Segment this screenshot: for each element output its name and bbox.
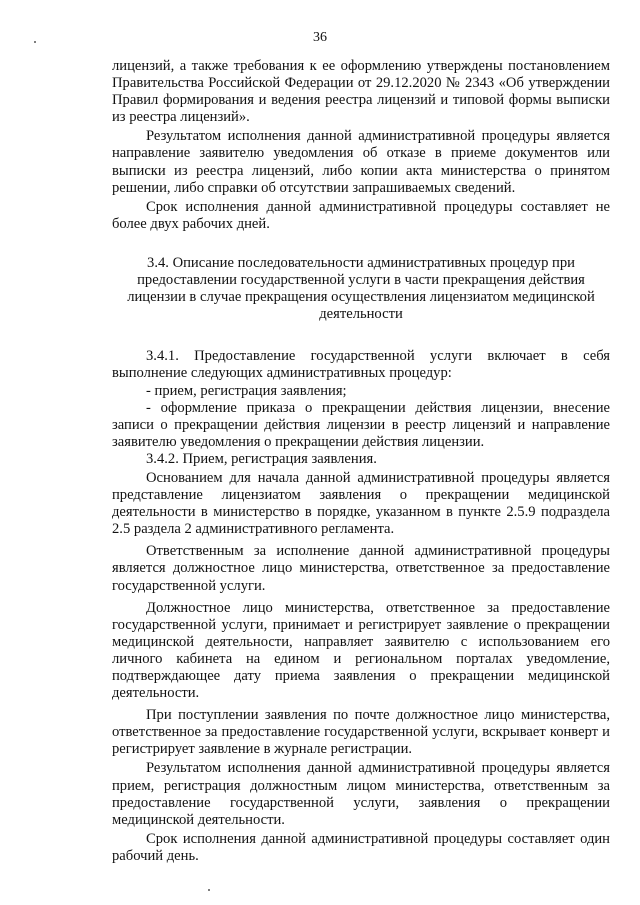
paragraph-result: Результатом исполнения данной административной процедуры является направление заявителю уведомления об отказе в приеме документов или выписки из реестра лицензий, либо копии акта министерства о принятом решении, либо справки об отсутствии запрашиваемых сведений. <box>112 128 610 196</box>
page-number: 36 <box>313 30 327 45</box>
list-item: - оформление приказа о прекращении действия лицензии, внесение записи о прекращении действия лицензии в реестр лицензий и направление заявителю уведомления о прекращении действия лицензии. <box>112 399 610 450</box>
section-heading-3-4: 3.4. Описание последовательности административных процедур при предоставлении государственной услуги в части прекращения действия лицензии в случае прекращения осуществления лицензиатом медицинской деятельности <box>127 254 595 323</box>
subsection-3-4-1: 3.4.1. Предоставление государственной услуги включает в себя выполнение следующих административных процедур: <box>112 348 610 382</box>
paragraph-mail: При поступлении заявления по почте должностное лицо министерства, ответственное за предоставление государственной услуги, вскрывает конверт и регистрирует заявление в журнале регистрации. <box>112 707 610 758</box>
document-body <box>112 58 610 865</box>
paragraph-responsible: Ответственным за исполнение данной административной процедуры является должностное лицо министерства, ответственное за предоставление государственной услуги. <box>112 543 610 594</box>
subsection-3-4-2: 3.4.2. Прием, регистрация заявления. <box>146 450 377 467</box>
paragraph-official-actions: Должностное лицо министерства, ответственное за предоставление государственной услуги, принимает и регистрирует заявление о прекращении медицинской деятельности, направляет заявителю с использованием его личного кабинета на едином и региональном порталах уведомление, подтверждающее дату приема заявления о прекращении медицинской деятельности. <box>112 599 610 702</box>
scan-speck <box>34 41 36 43</box>
list-item: - прием, регистрация заявления; <box>146 382 347 399</box>
paragraph-continuation: лицензий, а также требования к ее оформлению утверждены постановлением Правительства Российской Федерации от 29.12.2020 № 2343 «Об утверждении Правил формирования и ведения реестра лицензий и типовой формы выписки из реестра лицензий». <box>112 58 610 126</box>
paragraph-deadline-2: Срок исполнения данной административной процедуры составляет один рабочий день. <box>112 830 610 864</box>
paragraph-result-2: Результатом исполнения данной административной процедуры является прием, регистрация должностным лицом министерства, ответственным за предоставление государственной услуги, заявления о прекращении медицинской деятельности. <box>112 760 610 828</box>
paragraph-basis: Основанием для начала данной административной процедуры является представление лицензиатом заявления о прекращении медицинской деятельности в министерство в порядке, указанном в пункте 2.5.9 подраздела 2.5 раздела 2 административного регламента. <box>112 469 610 538</box>
scan-speck <box>208 889 210 891</box>
paragraph-deadline: Срок исполнения данной административной процедуры составляет не более двух рабочих дней. <box>112 198 610 232</box>
